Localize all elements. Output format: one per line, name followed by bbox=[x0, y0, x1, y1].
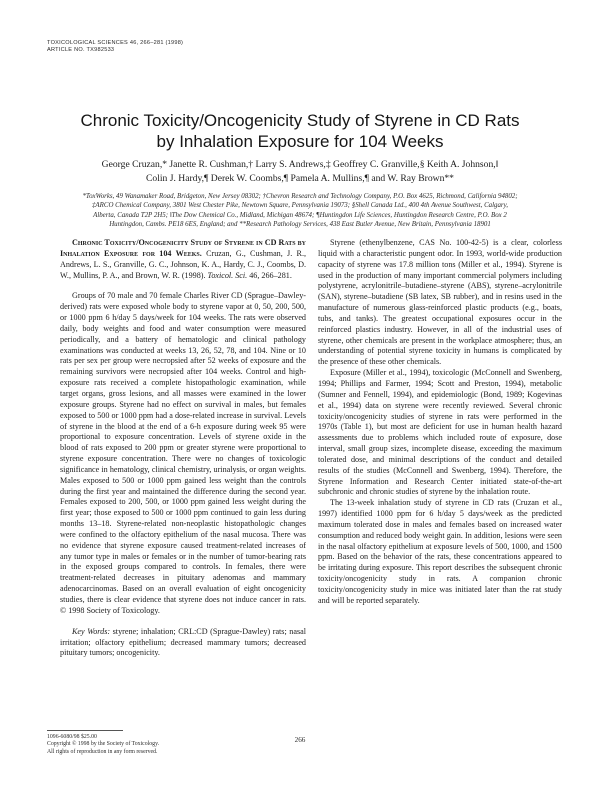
author-list bbox=[60, 158, 540, 186]
page-number: 266 bbox=[294, 736, 306, 744]
citation-title: Chronic Toxicity/Oncogenicity Study of Styrene in CD Rats by Inhalation Exposure for 104 Weeks. bbox=[60, 238, 306, 258]
citation-volume: 46, 266–281. bbox=[247, 270, 292, 280]
article-number-line: ARTICLE NO. TX982533 bbox=[47, 47, 115, 54]
introduction-column bbox=[318, 238, 562, 607]
title-line-1: Chronic Toxicity/Oncogenicity Study of Styrene in CD Rats bbox=[80, 111, 520, 130]
abstract-citation bbox=[60, 238, 306, 281]
journal-header bbox=[47, 40, 183, 54]
affiliation-line-3: Alberta, Canada T2P 2H5; ‖The Dow Chemical Co., Midland, Michigan 48674; ¶Huntingdon Life Sciences, Huntingdon Research Centre, P.O. Box 2 bbox=[93, 211, 507, 219]
affiliations bbox=[56, 192, 544, 230]
authors-line-2: Colin J. Hardy,¶ Derek W. Coombs,¶ Pamela A. Mullins,¶ and W. Ray Brown** bbox=[146, 173, 454, 184]
title-line-2: by Inhalation Exposure for 104 Weeks bbox=[156, 132, 444, 151]
footer-rights-line: All rights of reproduction in any form reserved. bbox=[47, 748, 158, 755]
footer-price-line: 1096-6080/98 $25.00 bbox=[47, 734, 97, 740]
footer-rule bbox=[47, 730, 123, 731]
intro-paragraph-2: Exposure (Miller et al., 1994), toxicologic (McConnell and Swenberg, 1994; Phillips and Farmer, 1994; Scott and Preston, 1994), metabolic (Sumner and Fennell, 1994), and epidemiologic (Bond, 1989; Kogevinas et al., 1994) data on styrene were recently reviewed. Several chronic toxicity/oncogenicity studies of styrene in rats were performed in the 1970s (Table 1), but most are deficient for use in human health hazard assessments due to problems which included route of exposure, dose interval, small group sizes, incomplete disease, exceeding the maximum tolerated dose, and minimal descriptions of the conduct and detailed results of the studies (McConnell and Swenberg, 1994). Therefore, the Styrene Information and Research Center initiated state-of-the-art subchronic and chronic studies of styrene by the inhalation route. bbox=[318, 368, 562, 497]
citation-authors: Cruzan, G., Cushman, J. R., Andrews, L. S., Granville, G. C., Johnson, K. A., Hardy, C. J., Coombs, D. W., Mullins, P. A., and Brown, W. R. (1998). bbox=[60, 248, 307, 280]
authors-line-1: George Cruzan,* Janette R. Cushman,† Larry S. Andrews,‡ Geoffrey C. Granville,§ Keith A. Johnson,‖ bbox=[101, 159, 499, 170]
copyright-notice: © 1998 Society of Toxicology. bbox=[60, 605, 160, 615]
affiliation-line-4: Huntingdon, Cambs. PE18 6ES, England; and **Research Pathology Services, 438 East Butler Avenue, New Britain, Pennsylvania 18901 bbox=[109, 221, 491, 229]
citation-journal: Toxicol. Sci. bbox=[207, 270, 248, 280]
keywords-text: styrene; inhalation; CRL:CD (Sprague-Dawley) rats; nasal irritation; olfactory epithelium; decreased mammary tumors; decreased pituitary tumors; oncogenicity. bbox=[60, 626, 306, 658]
abstract-text: Groups of 70 male and 70 female Charles River CD (Sprague–Dawley-derived) rats were exposed whole body to styrene vapor at 0, 50, 200, 500, or 1000 ppm 6 h/day 5 days/week for 104 weeks. The rats were observed daily, body weights and food and water consumption were measured periodically, and a battery of hematologic and clinical pathology examinations was conducted at weeks 13, 26, 52, 78, and 104. Nine or 10 rats per sex per group were necropsied after 52 weeks of exposure and the remaining survivors were necropsied after 104 weeks. Control and high-exposure rats received a complete histopathologic examination, while target organs, gross lesions, and all masses were examined in the lower exposure groups. Styrene had no effect on survival in males, but females exposed to 500 or 1000 ppm had a dose-related increase in survival. Levels of styrene in the blood at the end of a 6-h exposure during week 95 were proportional to exposure concentration. Levels of styrene oxide in the blood of rats exposed to 200 ppm or greater styrene were proportional to styrene exposure concentration. There were no changes of toxicologic significance in hematology, clinical chemistry, urinalysis, or organ weights. Males exposed to 500 or 1000 ppm gained less weight than the controls during the first year and maintained the difference during the second year. Females exposed to 200, 500, or 1000 ppm gained less weight during the first year; those exposed to 500 or 1000 ppm continued to gain less during months 13–18. Styrene-related non-neoplastic histopathologic changes were confined to the olfactory epithelium of the nasal mucosa. There was no evidence that styrene exposure caused treatment-related increases of any tumor type in males or females or in the number of tumor-bearing rats in the exposed groups compared to controls. In females, there were treatment-related decreases in pituitary adenomas and mammary adenocarcinomas. Based on an overall evaluation of eight oncogenicity studies, there is clear evidence that styrene does not induce cancer in rats. bbox=[60, 291, 306, 604]
intro-paragraph-3: The 13-week inhalation study of styrene in CD rats (Cruzan et al., 1997) identified 1000 ppm for 6 h/day 5 days/week as the predicted maximum tolerated dose in males and females based on increased water consumption and reduced body weight gain. In addition, lesions were seen in the nasal olfactory epithelium at exposure levels of 500, 1000, and 1500 ppm. Based on the behavior of the rats, these concentrations appeared to be irritating during exposure. This report describes the subsequent chronic toxicity/oncogenicity study in rats. A companion chronic toxicity/oncogenicity study in mice was initiated later than the rat study and will be reported separately. bbox=[318, 498, 562, 605]
affiliation-line-2: ‡ARCO Chemical Company, 3801 West Chester Pike, Newtown Square, Pennsylvania 19073; §Shell Canada Ltd., 400 4th Avenue Southwest, Calgary, bbox=[91, 202, 509, 210]
footer-copyright-line: Copyright © 1998 by the Society of Toxicology. bbox=[47, 741, 160, 748]
keywords-label: Key Words: bbox=[72, 626, 111, 636]
abstract-body bbox=[60, 291, 306, 616]
abstract-column bbox=[60, 238, 306, 659]
copyright-footer bbox=[47, 734, 159, 756]
keywords bbox=[60, 627, 306, 660]
journal-citation-line: TOXICOLOGICAL SCIENCES 46, 266–281 (1998) bbox=[47, 40, 184, 46]
article-title bbox=[60, 110, 540, 152]
affiliation-line-1: *ToxWorks, 49 Wanamaker Road, Bridgeton, New Jersey 08302; †Chevron Research and Technology Company, P.O. Box 4625, Richmond, California 94802; bbox=[82, 193, 518, 200]
intro-paragraph-1: Styrene (ethenylbenzene, CAS No. 100-42-5) is a clear, colorless liquid with a characteristic pungent odor. In 1993, world-wide production capacity of styrene was 17.8 million tons (Miller et al., 1994). Styrene is used in the production of many important commercial polymers including polystyrene, acrylonitrile–butadiene–styrene (ABS), styrene–acrylonitrile (SAN), styrene–butadiene (SB latex, SB rubber), and in resins used in the manufacture of numerous glass-reinforced plastic products (e.g., boats, tubs, and tanks). The greatest occupational exposures occur in the reinforced plastics industry. However, in all of the industrial uses of styrene, other chemicals are present in the workplace atmosphere; thus, an understanding of potential styrene toxicity in humans is complicated by the presence of these other chemicals. bbox=[318, 238, 562, 367]
